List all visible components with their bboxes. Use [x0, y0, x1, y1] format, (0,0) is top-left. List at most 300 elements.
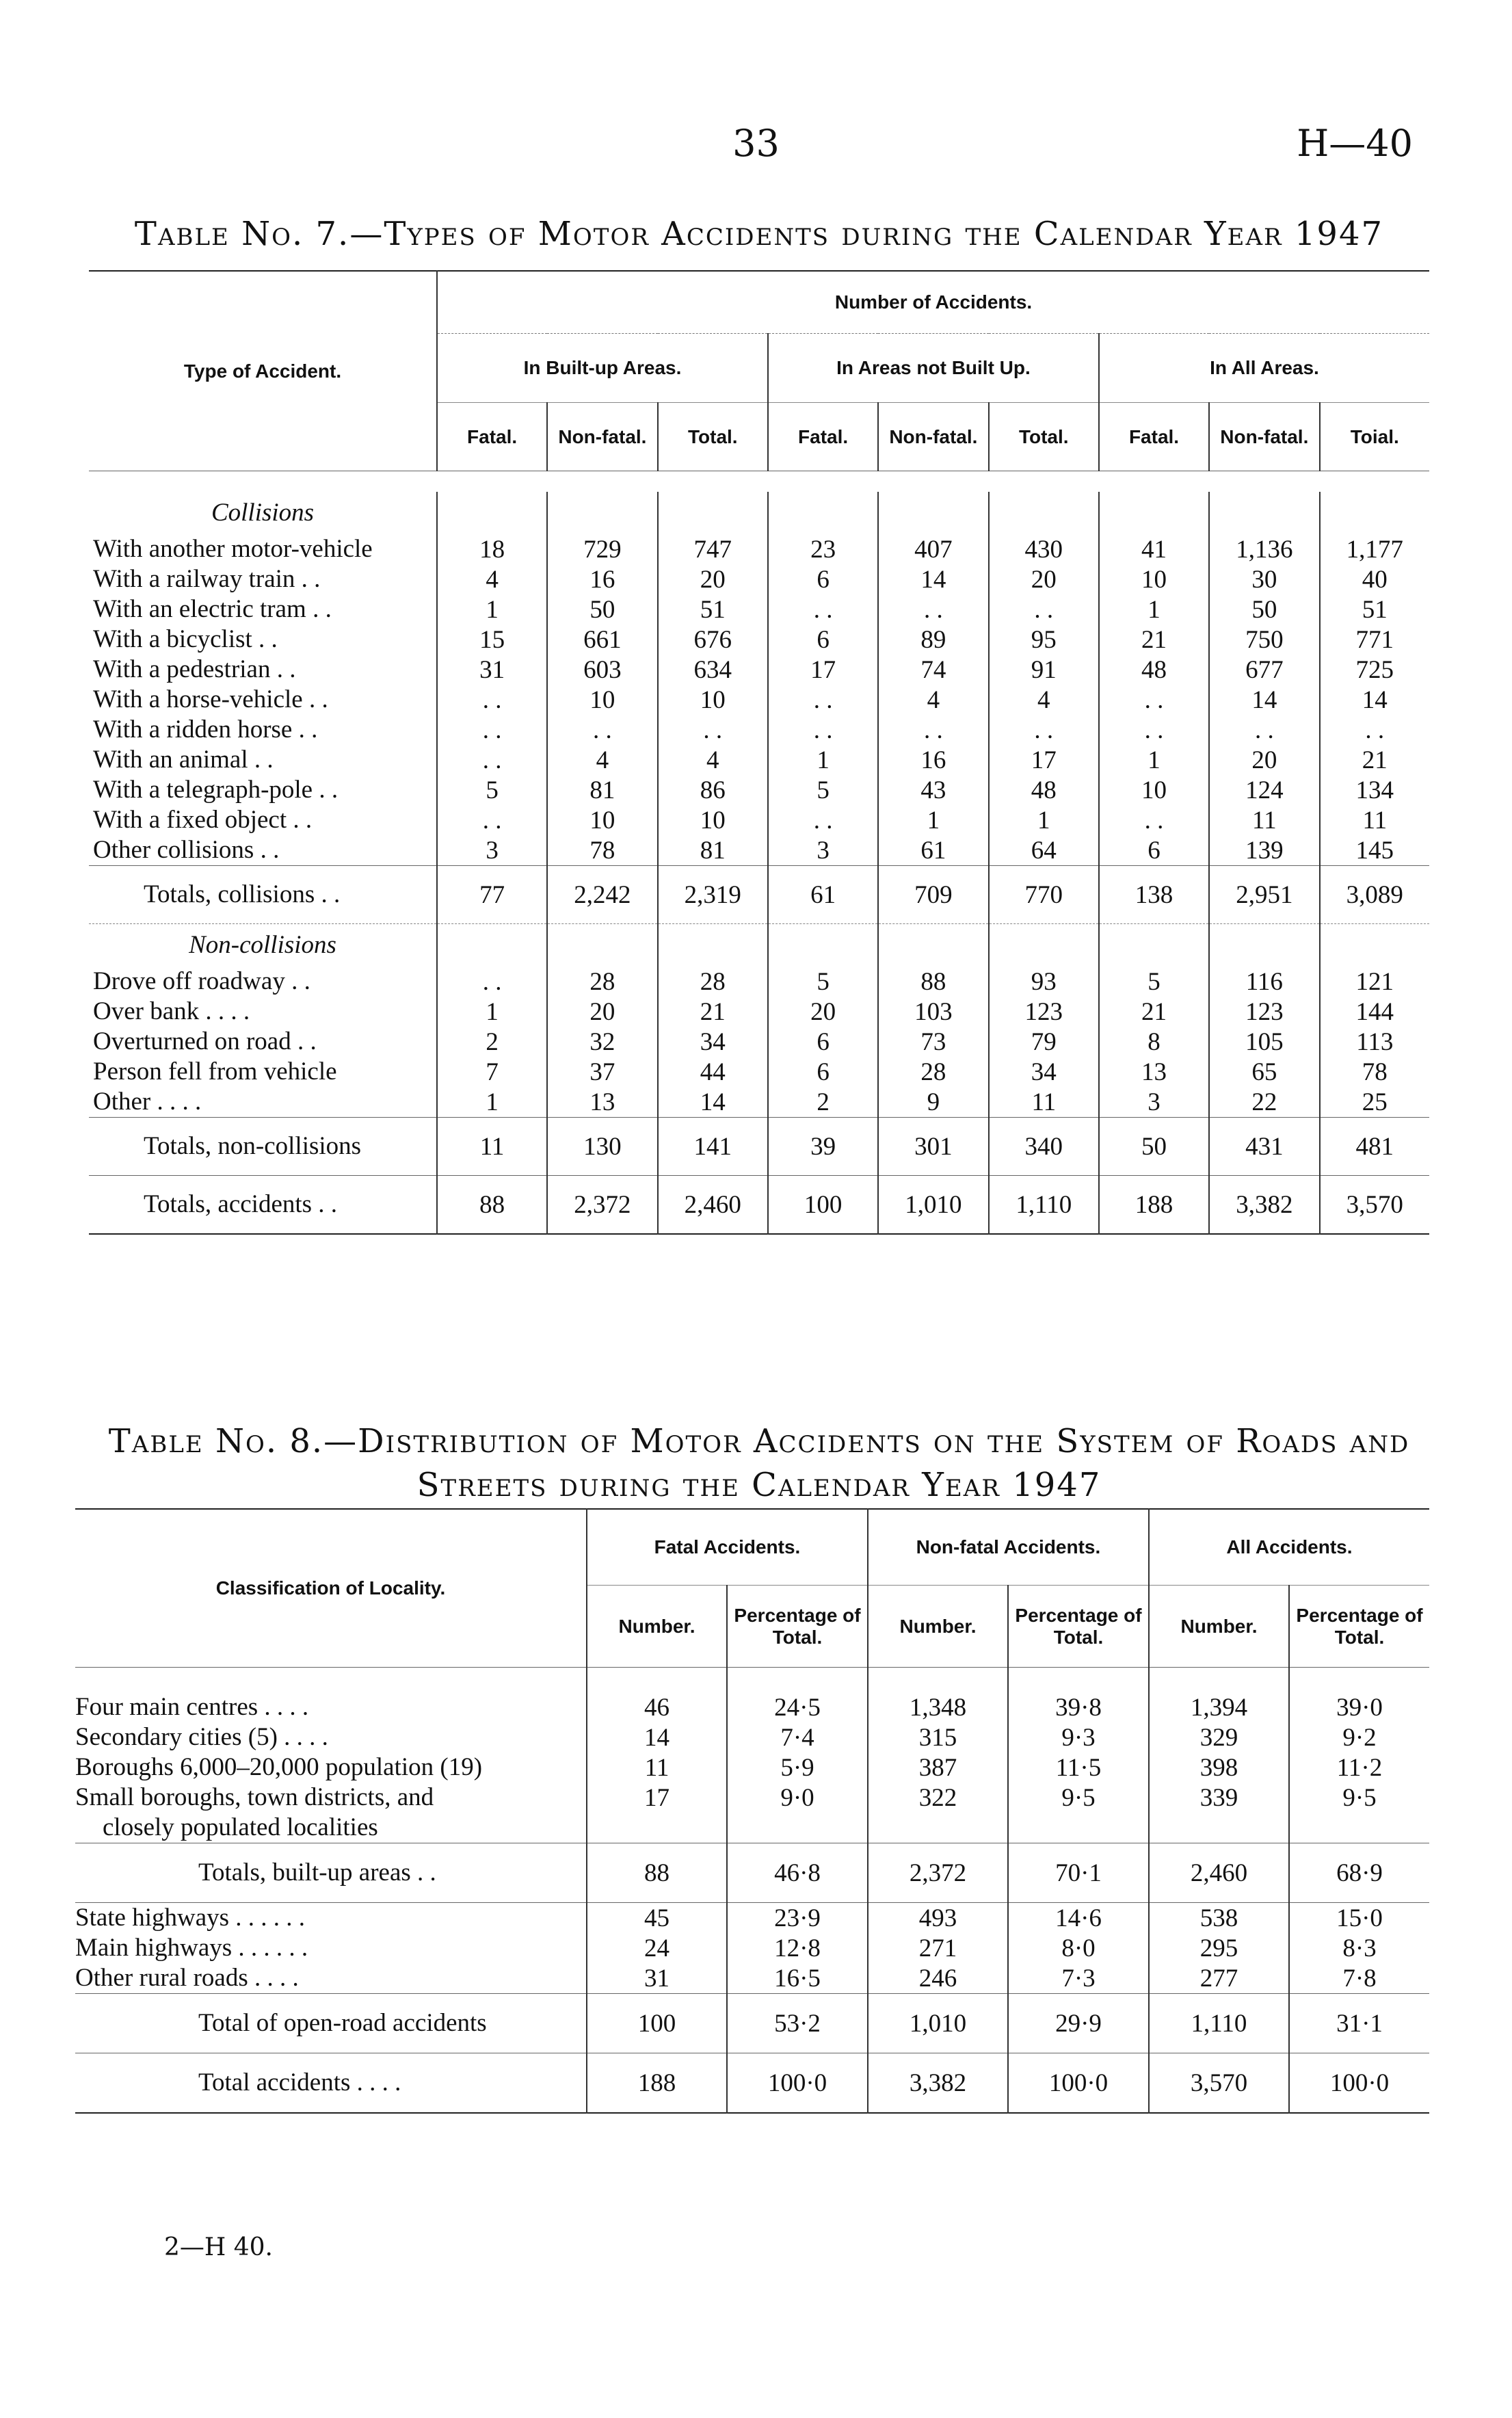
all-areas-group-header: In All Areas.: [1099, 334, 1429, 403]
value-cell: 15·0: [1289, 1903, 1429, 1934]
value-cell: 14: [1320, 685, 1429, 715]
value-cell: 387: [868, 1752, 1008, 1783]
value-cell: 39·8: [1008, 1692, 1149, 1722]
value-cell: . .: [878, 594, 988, 625]
subhead: Toial.: [1320, 403, 1429, 471]
value-cell: 141: [658, 1118, 768, 1176]
collision-row: [89, 745, 1429, 775]
value-cell: 11: [437, 1118, 547, 1176]
value-cell: 4: [437, 564, 547, 594]
value-cell: 3,570: [1320, 1176, 1429, 1235]
type-of-accident-header: Type of Accident.: [89, 271, 437, 471]
subhead: Total.: [658, 403, 768, 471]
value-cell: 2,460: [1149, 1843, 1289, 1903]
value-cell: 1,010: [868, 1994, 1008, 2053]
value-cell: 9: [878, 1087, 988, 1118]
builtup-row: [75, 1692, 1429, 1722]
value-cell: 40: [1320, 564, 1429, 594]
value-cell: 17: [587, 1783, 727, 1813]
totals-accidents-row: [89, 1176, 1429, 1235]
row-label: With a horse-vehicle . .: [93, 685, 328, 713]
value-cell: 61: [768, 866, 878, 924]
value-cell: 14·6: [1008, 1903, 1149, 1934]
value-cell: 14: [658, 1087, 768, 1118]
value-cell: 3,089: [1320, 866, 1429, 924]
value-cell: 1: [437, 594, 547, 625]
value-cell: 100·0: [727, 2053, 868, 2114]
subhead: Non-fatal.: [1209, 403, 1319, 471]
value-cell: 121: [1320, 967, 1429, 997]
value-cell: 6: [768, 1027, 878, 1057]
row-label-continued: closely populated localities: [103, 1813, 378, 1841]
value-cell: 11: [1320, 805, 1429, 835]
value-cell: 51: [1320, 594, 1429, 625]
value-cell: 770: [989, 866, 1099, 924]
row-label: Total accidents . . . .: [75, 2053, 587, 2114]
value-cell: 339: [1149, 1783, 1289, 1813]
value-cell: 32: [547, 1027, 657, 1057]
value-cell: 139: [1209, 835, 1319, 866]
value-cell: 78: [1320, 1057, 1429, 1087]
value-cell: 14: [1209, 685, 1319, 715]
value-cell: 6: [768, 625, 878, 655]
value-cell: 9·0: [727, 1783, 868, 1813]
value-cell: 1: [878, 805, 988, 835]
row-label: Drove off roadway . .: [93, 967, 310, 995]
built-up-group-header: In Built-up Areas.: [437, 334, 768, 403]
value-cell: 603: [547, 655, 657, 685]
value-cell: 91: [989, 655, 1099, 685]
value-cell: 31: [437, 655, 547, 685]
totals-open-road-row: [75, 1994, 1429, 2053]
value-cell: 301: [878, 1118, 988, 1176]
value-cell: 24: [587, 1933, 727, 1963]
value-cell: . .: [437, 805, 547, 835]
value-cell: 95: [989, 625, 1099, 655]
value-cell: 10: [658, 685, 768, 715]
value-cell: 70·1: [1008, 1843, 1149, 1903]
row-label: With a ridden horse . .: [93, 715, 318, 744]
value-cell: . .: [1099, 685, 1209, 715]
value-cell: 1,110: [1149, 1994, 1289, 2053]
value-cell: 8·3: [1289, 1933, 1429, 1963]
number-of-accidents-header: Number of Accidents.: [437, 271, 1429, 334]
value-cell: 14: [878, 564, 988, 594]
value-cell: 116: [1209, 967, 1319, 997]
value-cell: 16: [878, 745, 988, 775]
row-label: With a railway train . .: [93, 565, 321, 593]
value-cell: 10: [1099, 564, 1209, 594]
value-cell: 634: [658, 655, 768, 685]
value-cell: 3: [1099, 1087, 1209, 1118]
value-cell: 7: [437, 1057, 547, 1087]
value-cell: 5: [768, 967, 878, 997]
table7-title: Table No. 7.—Types of Motor Accidents during the Calendar Year 1947: [134, 215, 1384, 253]
value-cell: 2,242: [547, 866, 657, 924]
value-cell: 6: [768, 1057, 878, 1087]
row-label: Boroughs 6,000–20,000 population (19): [75, 1753, 483, 1781]
value-cell: 89: [878, 625, 988, 655]
section-noncollisions-row: [89, 924, 1429, 967]
value-cell: 28: [547, 967, 657, 997]
value-cell: 50: [1209, 594, 1319, 625]
value-cell: 21: [1099, 997, 1209, 1027]
value-cell: 34: [658, 1027, 768, 1057]
value-cell: 79: [989, 1027, 1099, 1057]
value-cell: 31: [587, 1963, 727, 1994]
value-cell: 68·9: [1289, 1843, 1429, 1903]
subhead: Number.: [868, 1586, 1008, 1668]
row-label: Other . . . .: [93, 1088, 202, 1116]
row-label: State highways . . . . . .: [75, 1904, 306, 1932]
value-cell: 48: [1099, 655, 1209, 685]
value-cell: 1: [437, 1087, 547, 1118]
value-cell: 13: [547, 1087, 657, 1118]
noncollision-row: [89, 1027, 1429, 1057]
row-label: With a telegraph-pole . .: [93, 776, 339, 804]
value-cell: 46·8: [727, 1843, 868, 1903]
value-cell: 6: [1099, 835, 1209, 866]
value-cell: 3,382: [1209, 1176, 1319, 1235]
noncollision-row: [89, 967, 1429, 997]
table8-title-line2: Streets during the Calendar Year 1947: [416, 1466, 1102, 1504]
value-cell: 130: [547, 1118, 657, 1176]
value-cell: 123: [989, 997, 1099, 1027]
value-cell: 10: [547, 805, 657, 835]
fatal-group-header: Fatal Accidents.: [587, 1509, 868, 1586]
value-cell: 29·9: [1008, 1994, 1149, 2053]
value-cell: 50: [1099, 1118, 1209, 1176]
value-cell: 81: [658, 835, 768, 866]
value-cell: 100: [768, 1176, 878, 1235]
value-cell: 88: [878, 967, 988, 997]
value-cell: . .: [437, 685, 547, 715]
value-cell: 100: [587, 1994, 727, 2053]
value-cell: 5: [437, 775, 547, 805]
collision-row: [89, 805, 1429, 835]
noncollision-row: [89, 1087, 1429, 1118]
value-cell: 16·5: [727, 1963, 868, 1994]
row-label: Small boroughs, town districts, and: [75, 1783, 434, 1811]
builtup-row: [75, 1722, 1429, 1752]
collision-row: [89, 594, 1429, 625]
value-cell: 123: [1209, 997, 1319, 1027]
row-label: With a fixed object . .: [93, 806, 313, 834]
value-cell: 6: [768, 564, 878, 594]
value-cell: 23·9: [727, 1903, 868, 1934]
value-cell: 246: [868, 1963, 1008, 1994]
value-cell: 7·4: [727, 1722, 868, 1752]
section-collisions: Collisions: [211, 499, 315, 527]
row-label: With an electric tram . .: [93, 595, 332, 623]
value-cell: 44: [658, 1057, 768, 1087]
row-label: Totals, collisions . .: [89, 866, 437, 924]
subhead: Fatal.: [768, 403, 878, 471]
value-cell: 81: [547, 775, 657, 805]
row-label: Total of open-road accidents: [75, 1994, 587, 2053]
value-cell: 21: [1320, 745, 1429, 775]
value-cell: 3,382: [868, 2053, 1008, 2114]
row-label: With a bicyclist . .: [93, 625, 278, 653]
value-cell: 2,951: [1209, 866, 1319, 924]
table8-title: [89, 1419, 1429, 1507]
value-cell: 39: [768, 1118, 878, 1176]
value-cell: 747: [658, 534, 768, 564]
value-cell: 34: [989, 1057, 1099, 1087]
value-cell: 661: [547, 625, 657, 655]
value-cell: . .: [437, 967, 547, 997]
value-cell: 7·3: [1008, 1963, 1149, 1994]
totals-all-row: [75, 2053, 1429, 2114]
table8: [75, 1508, 1429, 2114]
value-cell: 11: [587, 1752, 727, 1783]
page-number: 33: [732, 122, 780, 165]
value-cell: 30: [1209, 564, 1319, 594]
row-label: With a pedestrian . .: [93, 655, 296, 683]
collision-row: [89, 564, 1429, 594]
row-label: Over bank . . . .: [93, 997, 250, 1025]
value-cell: 124: [1209, 775, 1319, 805]
footer-signature: 2—H 40.: [164, 2233, 273, 2261]
value-cell: 3,570: [1149, 2053, 1289, 2114]
collision-row: [89, 835, 1429, 866]
value-cell: 24·5: [727, 1692, 868, 1722]
value-cell: 676: [658, 625, 768, 655]
builtup-row: [75, 1752, 1429, 1783]
value-cell: 677: [1209, 655, 1319, 685]
value-cell: 88: [587, 1843, 727, 1903]
value-cell: 20: [768, 997, 878, 1027]
value-cell: 1: [768, 745, 878, 775]
subhead: Non-fatal.: [878, 403, 988, 471]
value-cell: 322: [868, 1783, 1008, 1813]
value-cell: 481: [1320, 1118, 1429, 1176]
value-cell: 28: [658, 967, 768, 997]
value-cell: 17: [989, 745, 1099, 775]
value-cell: 23: [768, 534, 878, 564]
value-cell: 398: [1149, 1752, 1289, 1783]
value-cell: 20: [1209, 745, 1319, 775]
value-cell: 144: [1320, 997, 1429, 1027]
value-cell: 41: [1099, 534, 1209, 564]
value-cell: 39·0: [1289, 1692, 1429, 1722]
value-cell: 45: [587, 1903, 727, 1934]
subhead: Fatal.: [437, 403, 547, 471]
value-cell: 11·5: [1008, 1752, 1149, 1783]
value-cell: . .: [768, 715, 878, 745]
value-cell: 2,372: [547, 1176, 657, 1235]
collision-row: [89, 534, 1429, 564]
value-cell: 10: [1099, 775, 1209, 805]
value-cell: 1,010: [878, 1176, 988, 1235]
value-cell: 295: [1149, 1933, 1289, 1963]
value-cell: 145: [1320, 835, 1429, 866]
value-cell: . .: [989, 715, 1099, 745]
locality-header: Classification of Locality.: [75, 1509, 587, 1668]
value-cell: 538: [1149, 1903, 1289, 1934]
value-cell: 138: [1099, 866, 1209, 924]
value-cell: 4: [547, 745, 657, 775]
value-cell: 2,319: [658, 866, 768, 924]
value-cell: 12·8: [727, 1933, 868, 1963]
collision-row: [89, 715, 1429, 745]
value-cell: . .: [547, 715, 657, 745]
value-cell: 37: [547, 1057, 657, 1087]
value-cell: 329: [1149, 1722, 1289, 1752]
row-label: Other collisions . .: [93, 836, 280, 864]
value-cell: 11: [1209, 805, 1319, 835]
value-cell: . .: [437, 745, 547, 775]
value-cell: 3: [768, 835, 878, 866]
value-cell: 61: [878, 835, 988, 866]
value-cell: 2,460: [658, 1176, 768, 1235]
value-cell: 1,177: [1320, 534, 1429, 564]
not-built-up-group-header: In Areas not Built Up.: [768, 334, 1099, 403]
value-cell: 134: [1320, 775, 1429, 805]
open-road-row: [75, 1933, 1429, 1963]
value-cell: 729: [547, 534, 657, 564]
row-label: Totals, built-up areas . .: [75, 1843, 587, 1903]
collision-row: [89, 625, 1429, 655]
value-cell: . .: [437, 715, 547, 745]
value-cell: 51: [658, 594, 768, 625]
value-cell: 11·2: [1289, 1752, 1429, 1783]
totals-collisions-row: [89, 866, 1429, 924]
value-cell: 431: [1209, 1118, 1319, 1176]
row-label: With an animal . .: [93, 746, 274, 774]
value-cell: 1: [1099, 594, 1209, 625]
table7: [89, 270, 1429, 1235]
collision-row: [89, 655, 1429, 685]
value-cell: 20: [989, 564, 1099, 594]
value-cell: 11: [989, 1087, 1099, 1118]
totals-builtup-row: [75, 1843, 1429, 1903]
value-cell: 188: [587, 2053, 727, 2114]
totals-noncollisions-row: [89, 1118, 1429, 1176]
all-group-header: All Accidents.: [1149, 1509, 1429, 1586]
value-cell: 21: [658, 997, 768, 1027]
value-cell: 315: [868, 1722, 1008, 1752]
value-cell: 13: [1099, 1057, 1209, 1087]
collision-row: [89, 685, 1429, 715]
nonfatal-group-header: Non-fatal Accidents.: [868, 1509, 1149, 1586]
value-cell: 493: [868, 1903, 1008, 1934]
value-cell: 9·2: [1289, 1722, 1429, 1752]
value-cell: . .: [768, 805, 878, 835]
value-cell: 7·8: [1289, 1963, 1429, 1994]
value-cell: 2,372: [868, 1843, 1008, 1903]
value-cell: 1,348: [868, 1692, 1008, 1722]
value-cell: 77: [437, 866, 547, 924]
value-cell: 188: [1099, 1176, 1209, 1235]
value-cell: 113: [1320, 1027, 1429, 1057]
table8-title-line1: Table No. 8.—Distribution of Motor Accidents on the System of Roads and: [108, 1422, 1410, 1460]
subhead: Fatal.: [1099, 403, 1209, 471]
value-cell: 50: [547, 594, 657, 625]
document-reference: H—40: [1297, 122, 1413, 165]
value-cell: 17: [768, 655, 878, 685]
row-label: Other rural roads . . . .: [75, 1964, 299, 1992]
value-cell: . .: [768, 685, 878, 715]
value-cell: 103: [878, 997, 988, 1027]
value-cell: 1,110: [989, 1176, 1099, 1235]
row-label: Overturned on road . .: [93, 1027, 317, 1055]
value-cell: 750: [1209, 625, 1319, 655]
open-road-row: [75, 1903, 1429, 1934]
value-cell: . .: [1209, 715, 1319, 745]
value-cell: 100·0: [1289, 2053, 1429, 2114]
value-cell: 93: [989, 967, 1099, 997]
row-label: Secondary cities (5) . . . .: [75, 1723, 328, 1751]
value-cell: 78: [547, 835, 657, 866]
value-cell: 9·5: [1289, 1783, 1429, 1813]
value-cell: 73: [878, 1027, 988, 1057]
value-cell: 48: [989, 775, 1099, 805]
value-cell: 20: [547, 997, 657, 1027]
row-label: With another motor-vehicle: [93, 535, 373, 563]
value-cell: 340: [989, 1118, 1099, 1176]
noncollision-row: [89, 1057, 1429, 1087]
value-cell: 407: [878, 534, 988, 564]
subhead: Percentage of Total.: [727, 1586, 868, 1668]
value-cell: 5·9: [727, 1752, 868, 1783]
value-cell: 430: [989, 534, 1099, 564]
row-label: Totals, accidents . .: [89, 1176, 437, 1235]
value-cell: 2: [768, 1087, 878, 1118]
value-cell: . .: [658, 715, 768, 745]
value-cell: 771: [1320, 625, 1429, 655]
value-cell: 1,394: [1149, 1692, 1289, 1722]
value-cell: . .: [1099, 805, 1209, 835]
value-cell: 1,136: [1209, 534, 1319, 564]
value-cell: 4: [658, 745, 768, 775]
collision-row: [89, 775, 1429, 805]
value-cell: 10: [658, 805, 768, 835]
value-cell: . .: [768, 594, 878, 625]
value-cell: 65: [1209, 1057, 1319, 1087]
value-cell: 43: [878, 775, 988, 805]
row-label: Main highways . . . . . .: [75, 1934, 308, 1962]
value-cell: 725: [1320, 655, 1429, 685]
builtup-row: [75, 1783, 1429, 1813]
builtup-row-continuation: [75, 1813, 1429, 1843]
value-cell: 74: [878, 655, 988, 685]
value-cell: 86: [658, 775, 768, 805]
value-cell: 2: [437, 1027, 547, 1057]
value-cell: . .: [989, 594, 1099, 625]
subhead: Percentage of Total.: [1008, 1586, 1149, 1668]
value-cell: 15: [437, 625, 547, 655]
subhead: Total.: [989, 403, 1099, 471]
value-cell: 709: [878, 866, 988, 924]
value-cell: 3: [437, 835, 547, 866]
value-cell: 1: [437, 997, 547, 1027]
value-cell: 64: [989, 835, 1099, 866]
value-cell: 1: [989, 805, 1099, 835]
value-cell: 25: [1320, 1087, 1429, 1118]
value-cell: 4: [878, 685, 988, 715]
value-cell: 277: [1149, 1963, 1289, 1994]
row-label: Totals, non-collisions: [89, 1118, 437, 1176]
value-cell: . .: [1320, 715, 1429, 745]
subhead: Non-fatal.: [547, 403, 657, 471]
value-cell: 18: [437, 534, 547, 564]
value-cell: 14: [587, 1722, 727, 1752]
subhead: Percentage of Total.: [1289, 1586, 1429, 1668]
value-cell: 28: [878, 1057, 988, 1087]
value-cell: 21: [1099, 625, 1209, 655]
value-cell: 22: [1209, 1087, 1319, 1118]
